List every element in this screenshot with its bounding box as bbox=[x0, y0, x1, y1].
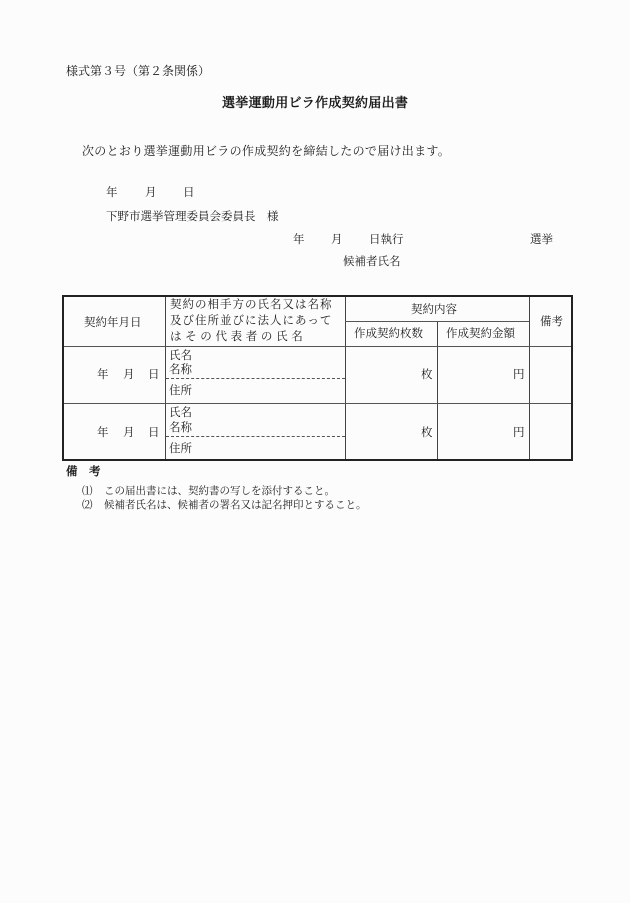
dashed-divider bbox=[166, 436, 345, 437]
dashed-divider bbox=[166, 378, 345, 379]
row-org-label: 名称 bbox=[169, 362, 192, 376]
document-title: 選挙運動用ビラ作成契約届出書 bbox=[222, 96, 409, 111]
note-text: 候補者氏名は、候補者の署名又は記名押印とすること。 bbox=[104, 499, 367, 511]
intro-text: 次のとおり選挙運動用ビラの作成契約を締結したので届け出ます。 bbox=[82, 144, 451, 158]
note-text: この届出書には、契約書の写しを添付すること。 bbox=[104, 485, 335, 497]
row-amount-unit: 円 bbox=[513, 425, 525, 439]
row-date-day[interactable]: 日 bbox=[148, 367, 160, 381]
divider bbox=[529, 297, 530, 459]
date-year-label: 年 bbox=[106, 185, 118, 199]
date-day-label: 日 bbox=[183, 185, 195, 199]
divider bbox=[64, 346, 571, 347]
candidate-name-label: 候補者氏名 bbox=[343, 254, 401, 268]
election-year-label: 年 bbox=[293, 232, 305, 246]
row-amount-unit: 円 bbox=[513, 367, 525, 381]
header-counterparty-line2: 及び住所並びに法人にあって bbox=[170, 313, 333, 327]
row-date-year[interactable]: 年 bbox=[97, 367, 109, 381]
header-contract-contents: 契約内容 bbox=[411, 302, 457, 316]
header-quantity: 作成契約枚数 bbox=[354, 326, 423, 340]
row-date-day[interactable]: 日 bbox=[148, 425, 160, 439]
row-date-year[interactable]: 年 bbox=[97, 425, 109, 439]
row-quantity-unit: 枚 bbox=[421, 367, 433, 381]
row-address-label: 住所 bbox=[169, 383, 192, 397]
row-name-label: 氏名 bbox=[169, 348, 192, 362]
row-address-label: 住所 bbox=[169, 441, 192, 455]
divider bbox=[437, 321, 438, 459]
notes-title: 備 考 bbox=[66, 464, 101, 478]
election-label: 選挙 bbox=[530, 232, 553, 246]
note-number: ⑴ bbox=[82, 485, 93, 497]
header-amount: 作成契約金額 bbox=[446, 326, 515, 340]
row-quantity-unit: 枚 bbox=[421, 425, 433, 439]
header-contract-date: 契約年月日 bbox=[84, 315, 142, 329]
form-number: 様式第３号（第２条関係） bbox=[66, 64, 211, 78]
header-remarks: 備考 bbox=[540, 314, 563, 328]
note-number: ⑵ bbox=[82, 499, 93, 511]
election-day-executed-label: 日執行 bbox=[369, 232, 404, 246]
divider bbox=[64, 403, 571, 404]
header-counterparty-line1: 契約の相手方の氏名又は名称 bbox=[170, 297, 333, 311]
row-date-month[interactable]: 月 bbox=[123, 367, 135, 381]
row-date-month[interactable]: 月 bbox=[123, 425, 135, 439]
header-counterparty-line3: は そ の 代 表 者 の 氏 名 bbox=[170, 329, 303, 343]
row-name-label: 氏名 bbox=[169, 405, 192, 419]
divider bbox=[345, 321, 529, 322]
row-org-label: 名称 bbox=[169, 420, 192, 434]
addressee: 下野市選挙管理委員会委員長 様 bbox=[106, 209, 279, 223]
contract-table bbox=[62, 295, 573, 461]
election-month-label: 月 bbox=[331, 232, 343, 246]
date-month-label: 月 bbox=[145, 185, 157, 199]
